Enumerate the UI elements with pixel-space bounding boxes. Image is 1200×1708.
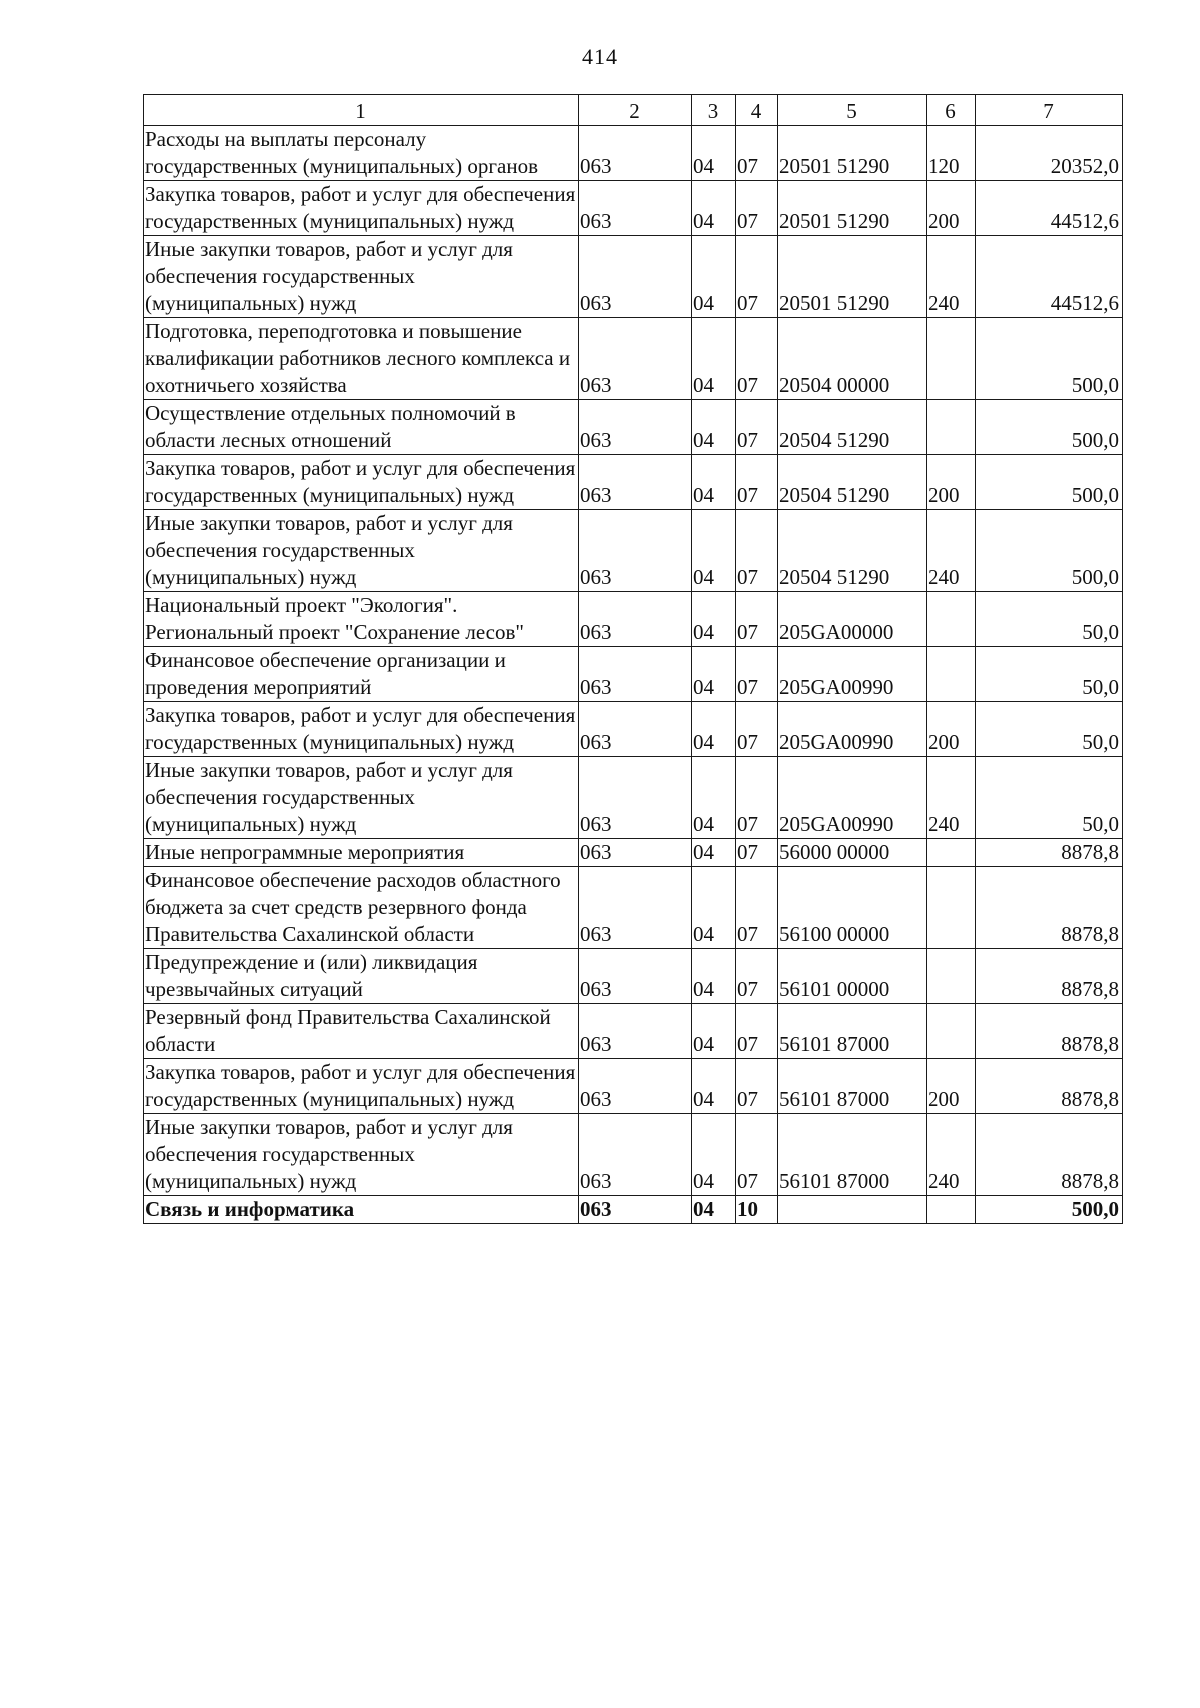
table-row (144, 1004, 1123, 1059)
cell-name: Иные закупки товаров, работ и услуг для обеспечения государственных (муниципальных) нужд (144, 510, 579, 592)
table-row (144, 126, 1123, 181)
cell-subsection: 07 (736, 400, 778, 455)
cell-section: 04 (692, 510, 736, 592)
cell-ministry: 063 (579, 757, 692, 839)
cell-target-article: 56100 00000 (778, 867, 927, 949)
column-header-7: 7 (976, 95, 1123, 126)
cell-name: Закупка товаров, работ и услуг для обеспечения государственных (муниципальных) нужд (144, 702, 579, 757)
cell-expense-type: 240 (927, 757, 976, 839)
cell-amount: 500,0 (976, 318, 1123, 400)
cell-target-article: 205GA00990 (778, 757, 927, 839)
cell-target-article: 20501 51290 (778, 236, 927, 318)
cell-amount: 500,0 (976, 510, 1123, 592)
budget-table (143, 94, 1123, 1224)
table-row (144, 236, 1123, 318)
cell-subsection: 07 (736, 949, 778, 1004)
cell-amount: 8878,8 (976, 867, 1123, 949)
table-row (144, 400, 1123, 455)
cell-target-article: 20504 51290 (778, 400, 927, 455)
cell-name: Иные непрограммные мероприятия (144, 839, 579, 867)
table-row (144, 702, 1123, 757)
cell-ministry: 063 (579, 126, 692, 181)
cell-ministry: 063 (579, 647, 692, 702)
cell-target-article: 56101 00000 (778, 949, 927, 1004)
cell-name: Предупреждение и (или) ликвидация чрезвычайных ситуаций (144, 949, 579, 1004)
cell-expense-type: 240 (927, 236, 976, 318)
cell-subsection: 07 (736, 1004, 778, 1059)
cell-ministry: 063 (579, 867, 692, 949)
cell-subsection: 07 (736, 757, 778, 839)
cell-target-article: 205GA00990 (778, 647, 927, 702)
table-row (144, 949, 1123, 1004)
cell-expense-type: 200 (927, 181, 976, 236)
table-header (144, 95, 1123, 126)
table-row (144, 592, 1123, 647)
cell-expense-type (927, 1196, 976, 1224)
cell-name: Иные закупки товаров, работ и услуг для обеспечения государственных (муниципальных) нужд (144, 236, 579, 318)
cell-amount: 20352,0 (976, 126, 1123, 181)
cell-amount: 500,0 (976, 1196, 1123, 1224)
cell-ministry: 063 (579, 592, 692, 647)
cell-name: Резервный фонд Правительства Сахалинской области (144, 1004, 579, 1059)
cell-ministry: 063 (579, 949, 692, 1004)
cell-ministry: 063 (579, 318, 692, 400)
cell-expense-type (927, 949, 976, 1004)
cell-target-article: 56101 87000 (778, 1114, 927, 1196)
table-row (144, 839, 1123, 867)
cell-target-article: 20504 51290 (778, 510, 927, 592)
cell-target-article: 56000 00000 (778, 839, 927, 867)
cell-expense-type (927, 592, 976, 647)
cell-name: Подготовка, переподготовка и повышение квалификации работников лесного комплекса и охотничьего хозяйства (144, 318, 579, 400)
cell-name: Финансовое обеспечение организации и проведения мероприятий (144, 647, 579, 702)
cell-ministry: 063 (579, 1196, 692, 1224)
cell-subsection: 07 (736, 510, 778, 592)
cell-section: 04 (692, 455, 736, 510)
cell-subsection: 07 (736, 592, 778, 647)
cell-ministry: 063 (579, 1114, 692, 1196)
cell-section: 04 (692, 1114, 736, 1196)
page-number: 414 (582, 44, 618, 69)
cell-amount: 44512,6 (976, 236, 1123, 318)
column-header-4: 4 (736, 95, 778, 126)
cell-ministry: 063 (579, 236, 692, 318)
table-row (144, 510, 1123, 592)
cell-subsection: 07 (736, 1059, 778, 1114)
cell-name: Связь и информатика (144, 1196, 579, 1224)
cell-expense-type (927, 400, 976, 455)
cell-amount: 50,0 (976, 647, 1123, 702)
table-row (144, 1114, 1123, 1196)
cell-section: 04 (692, 839, 736, 867)
column-header-1: 1 (144, 95, 579, 126)
cell-name: Закупка товаров, работ и услуг для обеспечения государственных (муниципальных) нужд (144, 1059, 579, 1114)
table-row (144, 1059, 1123, 1114)
cell-subsection: 07 (736, 181, 778, 236)
cell-section: 04 (692, 1004, 736, 1059)
cell-expense-type: 240 (927, 1114, 976, 1196)
cell-subsection: 07 (736, 702, 778, 757)
cell-target-article: 20504 51290 (778, 455, 927, 510)
cell-section: 04 (692, 236, 736, 318)
cell-target-article: 20501 51290 (778, 126, 927, 181)
cell-amount: 8878,8 (976, 1059, 1123, 1114)
cell-section: 04 (692, 400, 736, 455)
cell-section: 04 (692, 1059, 736, 1114)
cell-expense-type: 200 (927, 702, 976, 757)
table-row (144, 181, 1123, 236)
cell-name: Иные закупки товаров, работ и услуг для обеспечения государственных (муниципальных) нужд (144, 757, 579, 839)
column-header-5: 5 (778, 95, 927, 126)
cell-amount: 500,0 (976, 455, 1123, 510)
cell-expense-type (927, 867, 976, 949)
cell-target-article (778, 1196, 927, 1224)
cell-expense-type (927, 318, 976, 400)
cell-subsection: 07 (736, 236, 778, 318)
cell-section: 04 (692, 1196, 736, 1224)
cell-subsection: 10 (736, 1196, 778, 1224)
cell-amount: 50,0 (976, 757, 1123, 839)
cell-expense-type: 240 (927, 510, 976, 592)
cell-section: 04 (692, 318, 736, 400)
cell-section: 04 (692, 757, 736, 839)
table-row (144, 318, 1123, 400)
cell-expense-type: 120 (927, 126, 976, 181)
cell-section: 04 (692, 702, 736, 757)
cell-subsection: 07 (736, 455, 778, 510)
cell-expense-type: 200 (927, 1059, 976, 1114)
cell-target-article: 56101 87000 (778, 1004, 927, 1059)
cell-amount: 8878,8 (976, 949, 1123, 1004)
cell-amount: 8878,8 (976, 1114, 1123, 1196)
cell-target-article: 205GA00990 (778, 702, 927, 757)
table-row (144, 757, 1123, 839)
cell-section: 04 (692, 181, 736, 236)
cell-ministry: 063 (579, 455, 692, 510)
cell-amount: 8878,8 (976, 1004, 1123, 1059)
cell-target-article: 20504 00000 (778, 318, 927, 400)
cell-target-article: 56101 87000 (778, 1059, 927, 1114)
cell-target-article: 205GA00000 (778, 592, 927, 647)
table-body (144, 126, 1123, 1224)
cell-name: Финансовое обеспечение расходов областного бюджета за счет средств резервного фонда Правительства Сахалинской области (144, 867, 579, 949)
cell-ministry: 063 (579, 839, 692, 867)
table-row (144, 1196, 1123, 1224)
cell-name: Осуществление отдельных полномочий в области лесных отношений (144, 400, 579, 455)
cell-amount: 500,0 (976, 400, 1123, 455)
cell-expense-type (927, 839, 976, 867)
cell-subsection: 07 (736, 647, 778, 702)
table-row (144, 867, 1123, 949)
cell-ministry: 063 (579, 1059, 692, 1114)
cell-name: Расходы на выплаты персоналу государственных (муниципальных) органов (144, 126, 579, 181)
cell-name: Национальный проект "Экология". Региональный проект "Сохранение лесов" (144, 592, 579, 647)
cell-subsection: 07 (736, 1114, 778, 1196)
cell-amount: 8878,8 (976, 839, 1123, 867)
cell-name: Иные закупки товаров, работ и услуг для обеспечения государственных (муниципальных) нужд (144, 1114, 579, 1196)
cell-subsection: 07 (736, 126, 778, 181)
cell-section: 04 (692, 126, 736, 181)
cell-ministry: 063 (579, 702, 692, 757)
cell-amount: 44512,6 (976, 181, 1123, 236)
cell-amount: 50,0 (976, 592, 1123, 647)
cell-subsection: 07 (736, 867, 778, 949)
cell-ministry: 063 (579, 510, 692, 592)
cell-name: Закупка товаров, работ и услуг для обеспечения государственных (муниципальных) нужд (144, 181, 579, 236)
cell-ministry: 063 (579, 400, 692, 455)
cell-expense-type (927, 647, 976, 702)
cell-section: 04 (692, 647, 736, 702)
cell-ministry: 063 (579, 1004, 692, 1059)
cell-section: 04 (692, 867, 736, 949)
column-header-2: 2 (579, 95, 692, 126)
cell-section: 04 (692, 949, 736, 1004)
column-header-6: 6 (927, 95, 976, 126)
table-row (144, 647, 1123, 702)
cell-ministry: 063 (579, 181, 692, 236)
header-row (144, 95, 1123, 126)
column-header-3: 3 (692, 95, 736, 126)
cell-target-article: 20501 51290 (778, 181, 927, 236)
table-row (144, 455, 1123, 510)
cell-section: 04 (692, 592, 736, 647)
cell-subsection: 07 (736, 839, 778, 867)
cell-expense-type: 200 (927, 455, 976, 510)
cell-subsection: 07 (736, 318, 778, 400)
cell-expense-type (927, 1004, 976, 1059)
cell-name: Закупка товаров, работ и услуг для обеспечения государственных (муниципальных) нужд (144, 455, 579, 510)
cell-amount: 50,0 (976, 702, 1123, 757)
